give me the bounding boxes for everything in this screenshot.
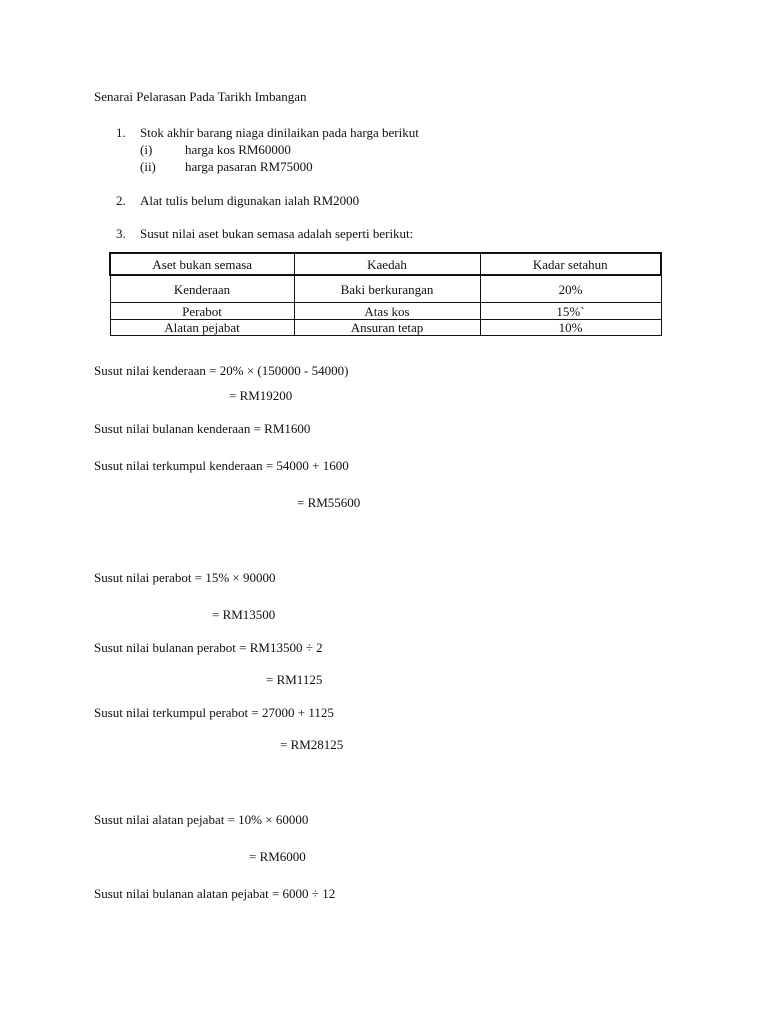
table-cell: 20% (480, 275, 661, 303)
table-cell: Ansuran tetap (294, 320, 480, 336)
table-row (110, 275, 661, 303)
sublist-label: (ii) (140, 159, 156, 174)
calc-line: Susut nilai alatan pejabat = 10% × 60000 (94, 812, 309, 827)
list-number: 1. (116, 125, 126, 140)
table-cell: 15%` (480, 303, 661, 320)
table-cell: Baki berkurangan (294, 275, 480, 303)
calc-result: = RM13500 (212, 607, 276, 622)
depreciation-table (109, 252, 662, 336)
sublist-text: harga kos RM60000 (185, 142, 291, 157)
table-cell: Atas kos (294, 303, 480, 320)
table-cell: Alatan pejabat (110, 320, 294, 336)
list-number: 3. (116, 226, 126, 241)
table-header-cell: Kaedah (294, 253, 480, 275)
calc-line: Susut nilai terkumpul kenderaan = 54000 + 1600 (94, 458, 349, 473)
list-item-text: Stok akhir barang niaga dinilaikan pada harga berikut (140, 125, 419, 140)
calc-result: = RM19200 (229, 388, 293, 403)
list-number: 2. (116, 193, 126, 208)
table-header-cell: Kadar setahun (480, 253, 661, 275)
table-cell: 10% (480, 320, 661, 336)
calc-line: Susut nilai kenderaan = 20% × (150000 - 54000) (94, 363, 349, 378)
calc-line: Susut nilai bulanan perabot = RM13500 ÷ 2 (94, 640, 323, 655)
calc-line: Susut nilai perabot = 15% × 90000 (94, 570, 276, 585)
calc-line: Susut nilai bulanan alatan pejabat = 6000 ÷ 12 (94, 886, 336, 901)
calc-result: = RM6000 (249, 849, 306, 864)
sublist-label: (i) (140, 142, 153, 157)
page-title: Senarai Pelarasan Pada Tarikh Imbangan (94, 89, 307, 104)
table-row (110, 320, 661, 336)
table-cell: Perabot (110, 303, 294, 320)
calc-result: = RM28125 (280, 737, 344, 752)
calc-line: Susut nilai bulanan kenderaan = RM1600 (94, 421, 311, 436)
table-cell: Kenderaan (110, 275, 294, 303)
list-item-text: Susut nilai aset bukan semasa adalah seperti berikut: (140, 226, 414, 241)
calc-line: Susut nilai terkumpul perabot = 27000 + 1125 (94, 705, 334, 720)
table-header-cell: Aset bukan semasa (110, 253, 294, 275)
calc-result: = RM1125 (266, 672, 323, 687)
table-header-row (110, 253, 661, 275)
sublist-text: harga pasaran RM75000 (185, 159, 313, 174)
calc-result: = RM55600 (297, 495, 361, 510)
table-row (110, 303, 661, 320)
list-item-text: Alat tulis belum digunakan ialah RM2000 (140, 193, 360, 208)
